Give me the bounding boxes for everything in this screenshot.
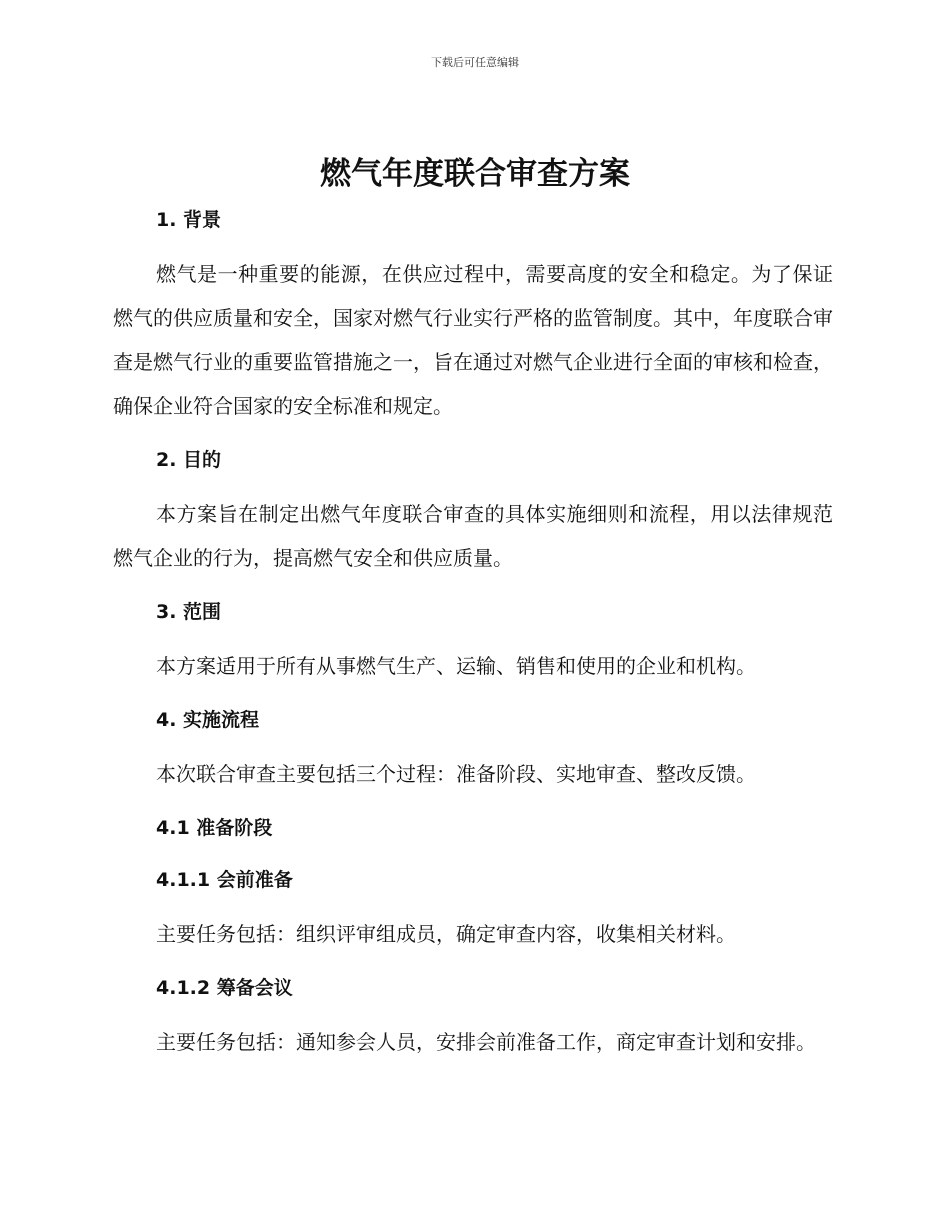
section-heading-preparation: 4.1 准备阶段	[156, 817, 273, 839]
document-body	[113, 200, 833, 1064]
section-heading-premeeting: 4.1.1 会前准备	[156, 869, 293, 891]
section-paragraph-scope: 本方案适用于所有从事燃气生产、运输、销售和使用的企业和机构。	[156, 654, 756, 678]
section-paragraph-premeeting: 主要任务包括：组织评审组成员，确定审查内容，收集相关材料。	[156, 922, 736, 946]
section-paragraph-purpose: 本方案旨在制定出燃气年度联合审查的具体实施细则和流程，用以法律规范燃气企业的行为，提高燃气安全和供应质量。	[113, 502, 833, 570]
section-heading-scope: 3. 范围	[156, 601, 222, 623]
section-heading-meeting-prep: 4.1.2 筹备会议	[156, 977, 293, 999]
section-paragraph-background: 燃气是一种重要的能源，在供应过程中，需要高度的安全和稳定。为了保证燃气的供应质量和安全，国家对燃气行业实行严格的监管制度。其中，年度联合审查是燃气行业的重要监管措施之一，旨在通过对燃气企业进行全面的审核和检查，确保企业符合国家的安全标准和规定。	[113, 262, 833, 418]
section-paragraph-meeting-prep: 主要任务包括：通知参会人员，安排会前准备工作，商定审查计划和安排。	[156, 1030, 816, 1054]
section-heading-purpose: 2. 目的	[156, 449, 222, 471]
document-title: 燃气年度联合审查方案	[320, 156, 630, 192]
section-heading-process: 4. 实施流程	[156, 709, 260, 731]
section-heading-background: 1. 背景	[156, 209, 222, 231]
section-paragraph-process: 本次联合审查主要包括三个过程：准备阶段、实地审查、整改反馈。	[156, 762, 756, 786]
header-note: 下载后可任意编辑	[431, 56, 519, 69]
